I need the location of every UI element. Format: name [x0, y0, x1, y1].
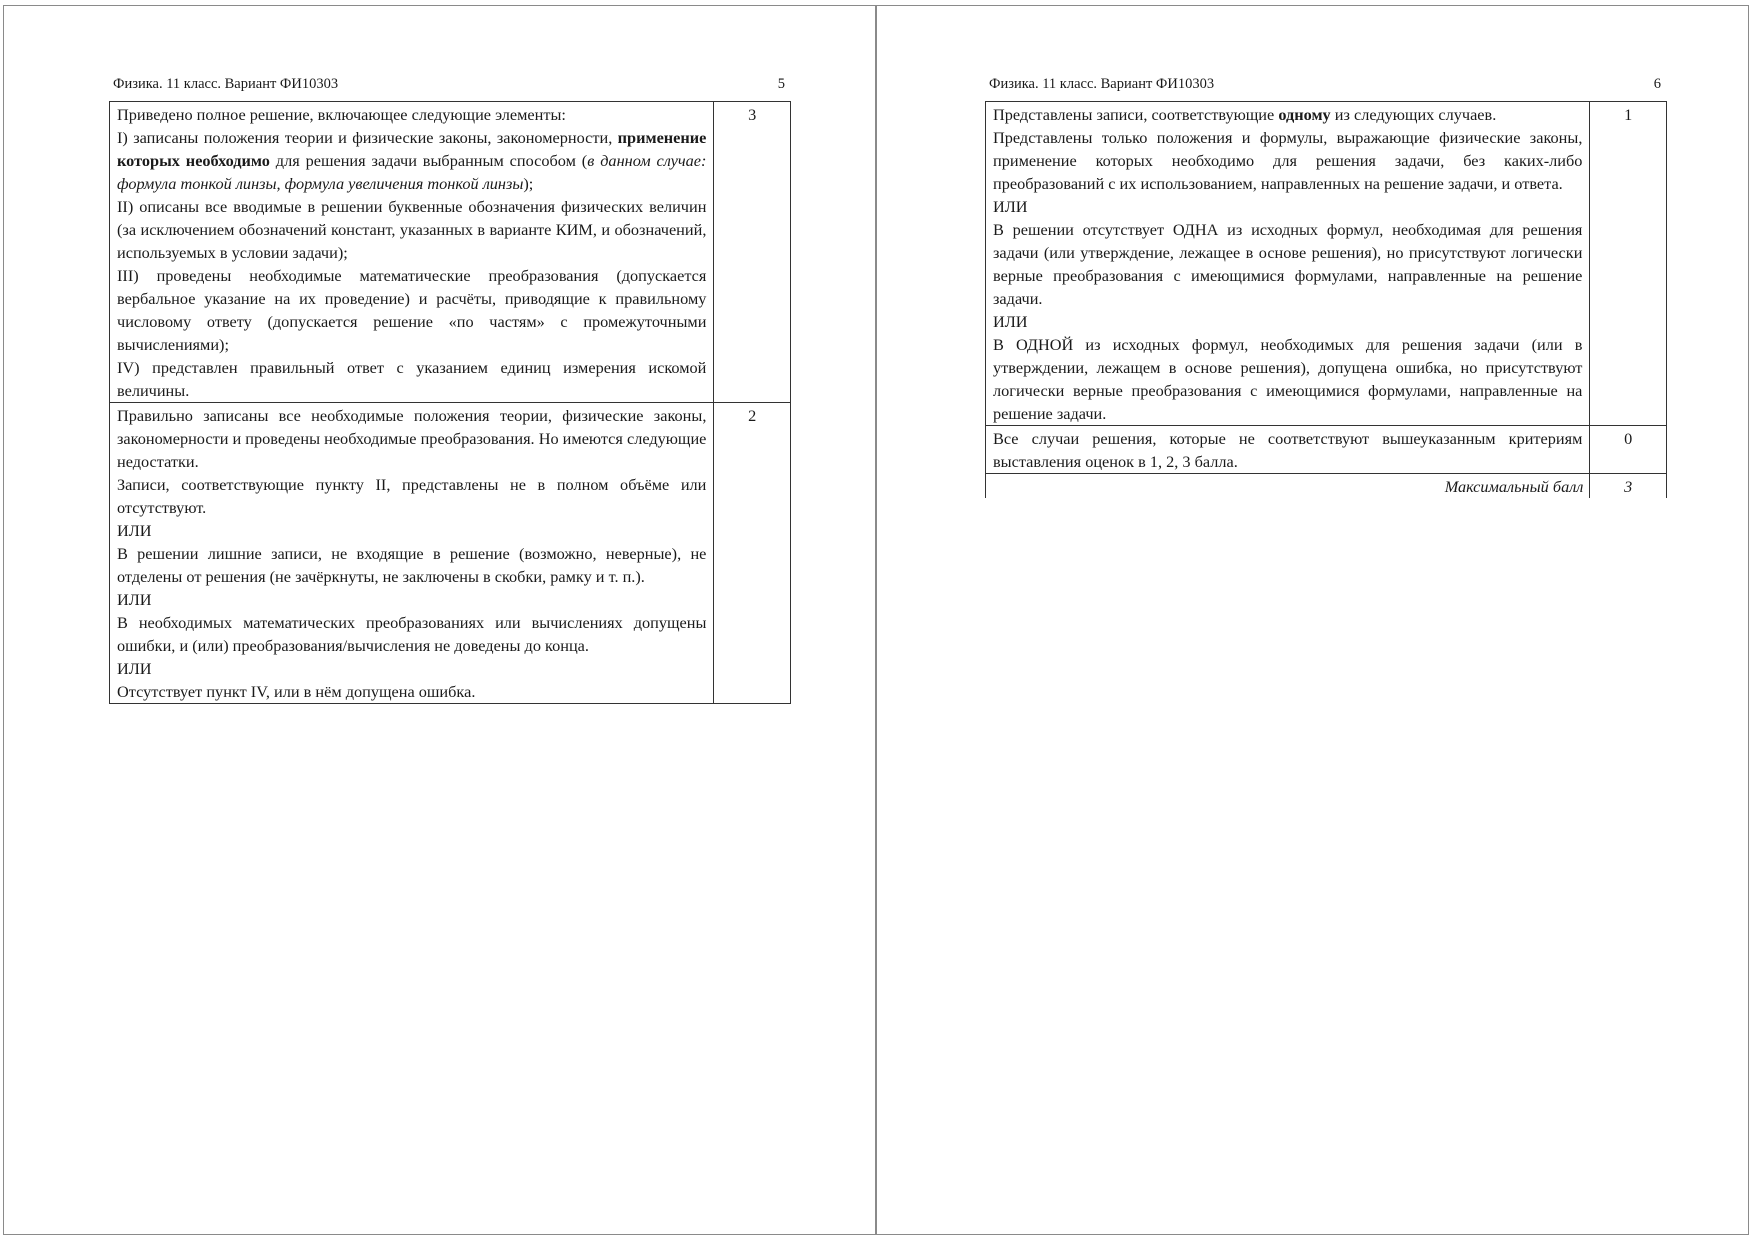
text-run: Представлены записи, соответствующие: [993, 105, 1279, 124]
bold-text: одному: [1278, 105, 1331, 124]
page-right: [876, 5, 1749, 1235]
criterion-paragraph: В ОДНОЙ из исходных формул, необходимых для решения задачи (или в утверждении, лежащем в основе решения), допущена ошибка, но присутствуют логически верные преобразования с имеющимися формулами, направленные на решение задачи.: [993, 335, 1583, 423]
criterion-description: [110, 102, 714, 403]
running-header: [113, 75, 785, 93]
table-row: [986, 426, 1667, 474]
page-left: [3, 5, 876, 1235]
max-score-row: [986, 474, 1667, 499]
criterion-description: [986, 102, 1590, 426]
criterion-paragraph: Правильно записаны все необходимые положения теории, физические законы, закономерности и проведены необходимые преобразования. Но имеются следующие недостатки.: [117, 406, 707, 471]
text-run: из следующих случаев.: [1330, 105, 1497, 124]
or-separator: ИЛИ: [993, 312, 1028, 331]
bold-text: применение которых необходимо: [117, 128, 707, 170]
table-row: [110, 403, 791, 704]
criterion-paragraph: IV) представлен правильный ответ с указанием единиц измерения искомой величины.: [117, 358, 707, 400]
header-title: Физика. 11 класс. Вариант ФИ10303: [989, 76, 1215, 92]
criteria-table: [985, 101, 1667, 498]
text-run: );: [523, 174, 534, 193]
criterion-paragraph: В решении лишние записи, не входящие в решение (возможно, неверные), не отделены от решения (не зачёркнуты, не заключены в скобки, рамку и т. п.).: [117, 544, 707, 586]
criterion-paragraph: В решении отсутствует ОДНА из исходных формул, необходимая для решения задачи (или утверждение, лежащее в основе решения), но присутствуют логически верные преобразования с имеющимися формулами, направленные на решение задачи.: [993, 220, 1583, 308]
page-number: 6: [1653, 76, 1661, 92]
criterion-description: [110, 403, 714, 704]
or-separator: ИЛИ: [993, 197, 1028, 216]
table-row: [986, 102, 1667, 426]
italic-text: в данном случае: формула тонкой линзы, формула увеличения тонкой линзы: [117, 151, 707, 193]
page-number: 5: [777, 76, 785, 92]
text-run: для решения задачи выбранным способом (: [269, 151, 588, 170]
criterion-paragraph: Все случаи решения, которые не соответствуют вышеуказанным критериям выставления оценок в 1, 2, 3 балла.: [993, 429, 1583, 471]
criterion-paragraph: Отсутствует пункт IV, или в нём допущена ошибка.: [117, 682, 476, 701]
score-cell: 1: [1590, 102, 1667, 426]
table-row: [110, 102, 791, 403]
score-cell: 3: [714, 102, 791, 403]
or-separator: ИЛИ: [117, 521, 152, 540]
criterion-paragraph: Приведено полное решение, включающее следующие элементы:: [117, 105, 566, 124]
criterion-description: [986, 426, 1590, 474]
criterion-paragraph: В необходимых математических преобразованиях или вычислениях допущены ошибки, и (или) преобразования/вычисления не доведены до конца.: [117, 613, 707, 655]
running-header: [989, 75, 1661, 93]
criteria-table: [109, 101, 791, 704]
max-score-value: 3: [1590, 474, 1667, 499]
criterion-paragraph: III) проведены необходимые математические преобразования (допускается вербальное указание на их проведение) и расчёты, приводящие к правильному числовому ответу (допускается решение «по частям» с промежуточными вычислениями);: [117, 266, 707, 354]
max-score-label: Максимальный балл: [986, 474, 1590, 499]
text-run: I) записаны положения теории и физические законы, закономерности,: [117, 128, 618, 147]
score-cell: 2: [714, 403, 791, 704]
header-title: Физика. 11 класс. Вариант ФИ10303: [113, 76, 339, 92]
criterion-paragraph: II) описаны все вводимые в решении буквенные обозначения физических величин (за исключением обозначений констант, указанных в варианте КИМ, и обозначений, используемых в условии задачи);: [117, 197, 707, 262]
score-cell: 0: [1590, 426, 1667, 474]
criterion-paragraph: [993, 103, 1582, 126]
or-separator: ИЛИ: [117, 659, 152, 678]
criterion-paragraph: Записи, соответствующие пункту II, представлены не в полном объёме или отсутствуют.: [117, 475, 707, 517]
criterion-paragraph: Представлены только положения и формулы, выражающие физические законы, применение которых необходимо для решения задачи, без каких-либо преобразований с их использованием, направленных на решение задачи, и ответа.: [993, 128, 1583, 193]
criterion-paragraph: [117, 126, 706, 195]
or-separator: ИЛИ: [117, 590, 152, 609]
